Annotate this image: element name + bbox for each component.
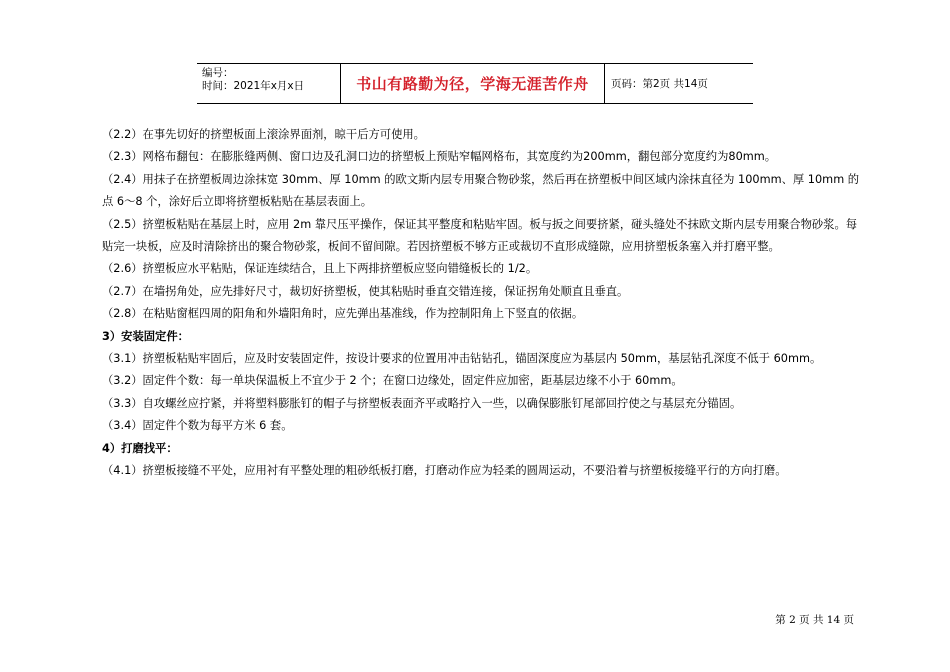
paragraph: （4.1）挤塑板接缝不平处，应用衬有平整处理的粗砂纸板打磨，打磨动作应为轻柔的圆周运动，不要沿着与挤塑板接缝平行的方向打磨。 xyxy=(102,464,787,478)
section-heading: 4）打磨找平： xyxy=(102,441,178,455)
paragraph: （2.6）挤塑板应水平粘贴，保证连续结合，且上下两排挤塑板应竖向错缝板长的 1/2。 xyxy=(102,262,538,276)
header-page-code: 页码：第2页 共14页 xyxy=(611,78,708,90)
paragraph: （2.5）挤塑板粘贴在基层上时，应用 2m 靠尺压平操作，保证其平整度和粘贴牢固。板与扳之间要挤紧，碰头缝处不抹欧文斯内层专用聚合物砂浆。每贴完一块板，应及时清除挤出的聚合物砂浆，板间不留间隙。若因挤塑板不够方正或裁切不直形成缝隙，应用挤塑板条塞入并打磨平整。 xyxy=(102,217,858,254)
document-body xyxy=(102,124,860,483)
paragraph: （2.2）在事先切好的挤塑板面上滚涂界面剂，晾干后方可使用。 xyxy=(102,128,425,141)
page-footer: 第 2 页 共 14 页 xyxy=(775,614,854,626)
section-heading: 3）安装固定件： xyxy=(102,329,189,343)
paragraph: （3.2）固定件个数：每一单块保温板上不宜少于 2 个；在窗口边缘处，固定件应加密，距基层边缘不小于 60mm。 xyxy=(102,374,683,388)
document-number-label: 编号： xyxy=(202,67,234,79)
paragraph: （3.1）挤塑板粘贴牢固后，应及时安装固定件，按设计要求的位置用冲击钻钻孔，锚固深度应为基层内 50mm，基层钻孔深度不低于 60mm。 xyxy=(102,352,822,366)
paragraph: （3.3）自攻螺丝应拧紧，并将塑料膨胀钉的帽子与挤塑板表面齐平或略拧入一些，以确保膨胀钉尾部回拧使之与基层充分锚固。 xyxy=(102,396,742,410)
header-motto: 书山有路勤为径，学海无涯苦作舟 xyxy=(341,64,605,103)
paragraph: （3.4）固定件个数为每平方米 6 套。 xyxy=(102,419,293,433)
paragraph: （2.8）在粘贴窗框四周的阳角和外墙阳角时，应先弹出基准线，作为控制阳角上下竖直的依据。 xyxy=(102,307,584,321)
paragraph: （2.4）用抹子在挤塑板周边涂抹宽 30mm、厚 10mm 的欧文斯内层专用聚合物砂浆，然后再在挤塑板中间区域内涂抹直径为 100mm、厚 10mm 的点 6～8 个，涂好后立即将挤塑板粘贴在基层表面上。 xyxy=(102,172,860,209)
document-time: 时间：2021年x月x日 xyxy=(202,80,305,92)
paragraph: （2.7）在墙拐角处，应先排好尺寸，裁切好挤塑板，使其粘贴时垂直交错连接，保证拐角处顺直且垂直。 xyxy=(102,284,629,298)
page-header xyxy=(197,63,753,104)
header-meta xyxy=(197,64,341,103)
paragraph: （2.3）网格布翻包：在膨胀缝两侧、窗口边及孔洞口边的挤塑板上预贴窄幅网格布，其宽度约为200mm，翻包部分宽度约为80mm。 xyxy=(102,150,777,164)
